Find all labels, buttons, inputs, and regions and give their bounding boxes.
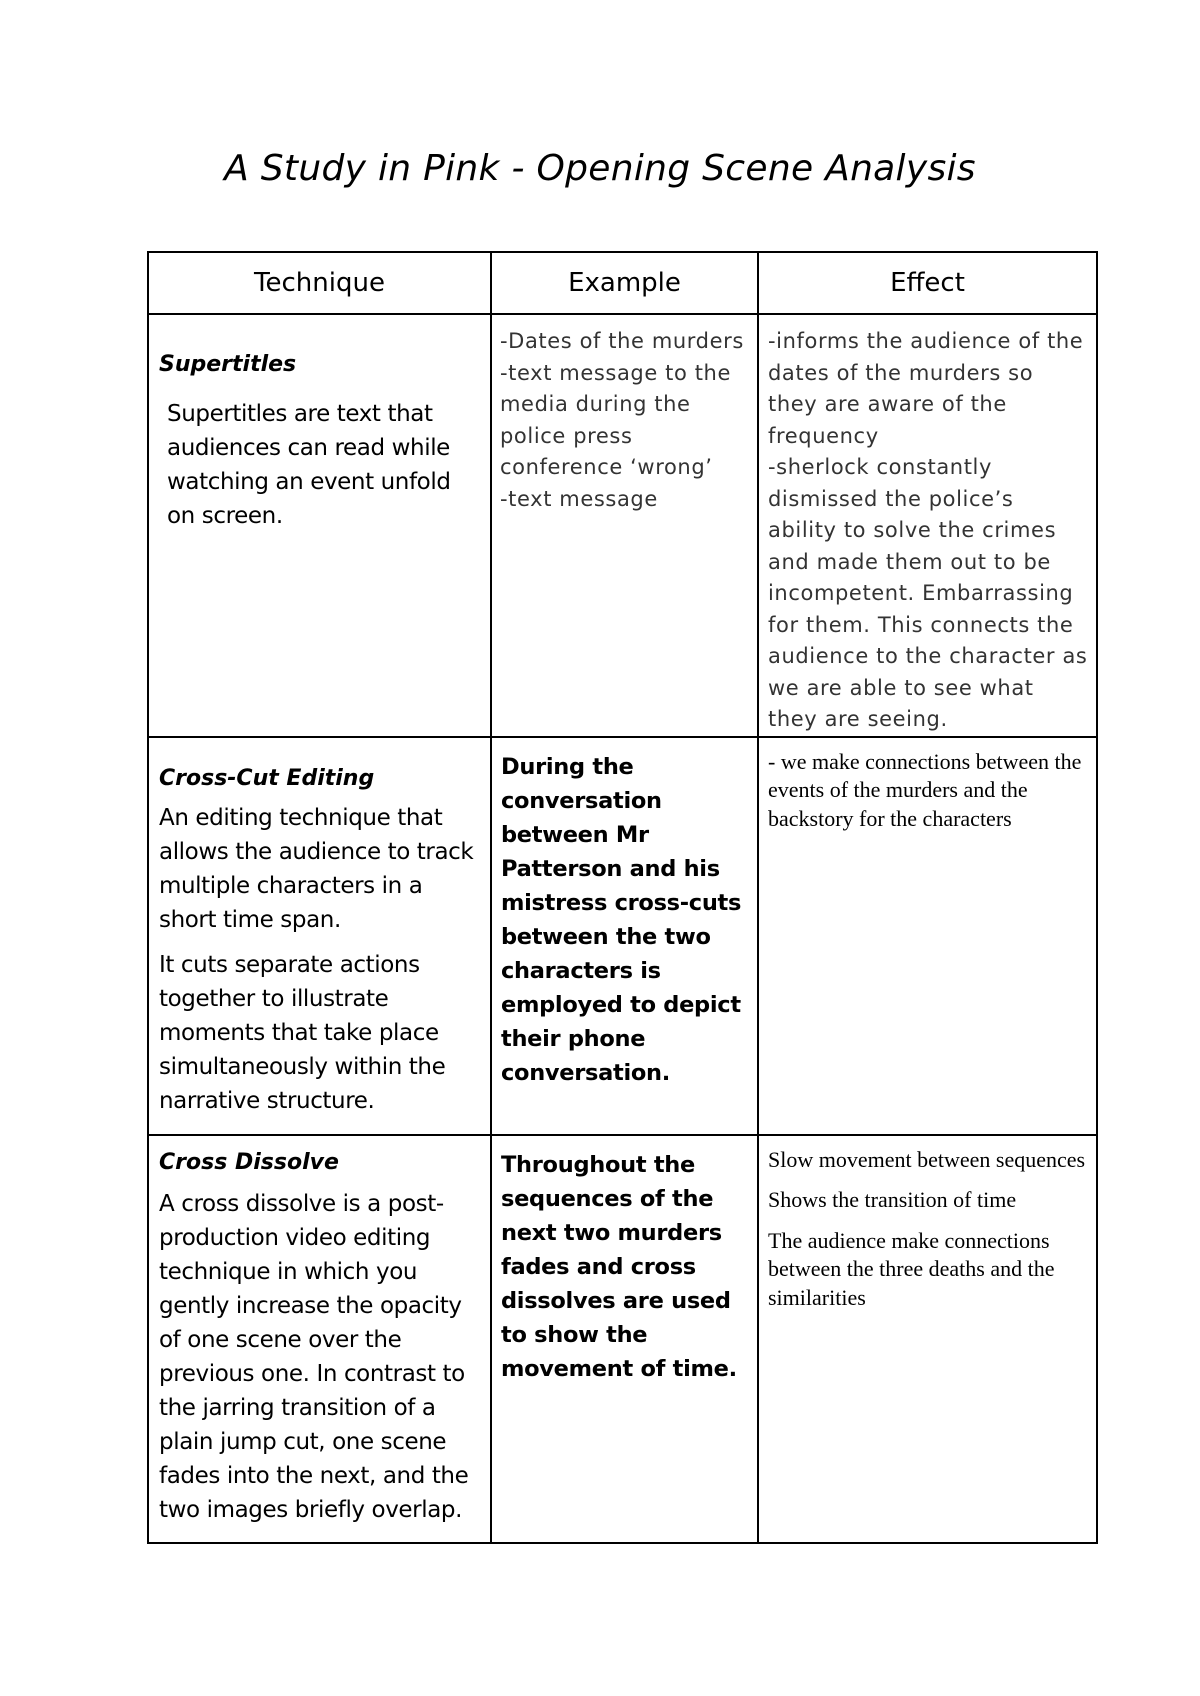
technique-cell (148, 737, 491, 1135)
table-row (148, 314, 1097, 737)
example-cell (491, 1135, 758, 1543)
example-text: -Dates of the murders -text message to the media during the police press conference ‘wrong’ -text message (500, 329, 744, 511)
effect-cell (758, 314, 1097, 737)
effect-text: -informs the audience of the dates of the murders so they are aware of the frequency -sherlock constantly dismissed the police’s ability to solve the crimes and made them out to be incompetent. Embarrassing for them. This connects the audience to the character as we are able to see what they are seeing. (768, 329, 1088, 731)
technique-description: It cuts separate actions together to illustrate moments that take place simultaneously within the narrative structure. (159, 951, 446, 1114)
technique-name: Cross Dissolve (159, 1149, 339, 1175)
technique-description: Supertitles are text that audiences can read while watching an event unfold on screen. (167, 401, 451, 529)
example-cell (491, 737, 758, 1135)
table-row (148, 1135, 1097, 1543)
example-text: Throughout the sequences of the next two murders fades and cross dissolves are used to show the movement of time. (501, 1151, 737, 1382)
technique-name: Supertitles (159, 352, 297, 377)
technique-cell (148, 314, 491, 737)
technique-description: An editing technique that allows the audience to track multiple characters in a short time span. (159, 804, 474, 933)
effect-cell (758, 1135, 1097, 1543)
effect-text: - we make connections between the events of the murders and the backstory for the characters (768, 748, 1082, 831)
page-title: A Study in Pink - Opening Scene Analysis (224, 148, 976, 189)
effect-text: Slow movement between sequences (768, 1146, 1086, 1172)
example-cell (491, 314, 758, 737)
effect-text: Shows the transition of time (768, 1187, 1017, 1212)
technique-cell (148, 1135, 491, 1543)
effect-text: The audience make connections between the three deaths and the similarities (768, 1227, 1055, 1310)
header-technique: Technique (148, 252, 491, 314)
effect-cell (758, 737, 1097, 1135)
header-effect: Effect (758, 252, 1097, 314)
header-example: Example (491, 252, 758, 314)
table-row (148, 737, 1097, 1135)
example-text: During the conversation between Mr Patterson and his mistress cross-cuts between the two characters is employed to depict their phone conversation. (501, 753, 742, 1086)
technique-description: A cross dissolve is a post-production video editing technique in which you gently increase the opacity of one scene over the previous one. In contrast to the jarring transition of a plain jump cut, one scene fades into the next, and the two images briefly overlap. (159, 1190, 469, 1523)
analysis-table (147, 251, 1098, 1544)
technique-name: Cross-Cut Editing (159, 765, 375, 791)
table-header-row (148, 252, 1097, 314)
